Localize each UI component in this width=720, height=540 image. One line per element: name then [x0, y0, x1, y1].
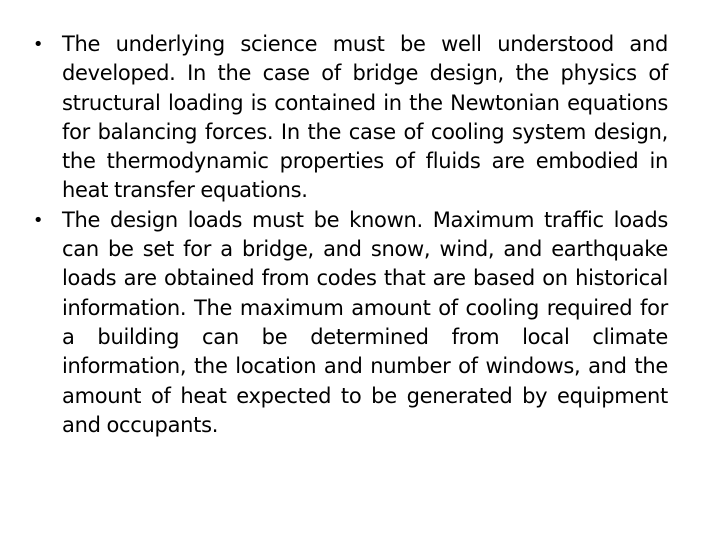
bullet-item-science — [28, 30, 668, 206]
bullet-dot-icon: • — [32, 209, 44, 231]
bullet-text-design-loads: The design loads must be known. Maximum traffic loads can be set for a bridge, and snow, wind, and earthquake loads are obtained from codes that are based on historical information. The maximum amount of cooling required for a building can be determined from local climate information, the location and number of windows, and the amount of heat expected to be generated by equipment and occupants. — [62, 207, 668, 437]
bullet-dot-icon: • — [32, 34, 44, 55]
bullet-text-science: The underlying science must be well understood and developed. In the case of bridge design, the physics of structural loading is contained in the Newtonian equations for balancing forces. In the case of cooling system design, the thermodynamic properties of fluids are embodied in heat transfer equations. — [62, 32, 668, 203]
bullet-list — [28, 30, 668, 440]
bullet-item-design-loads — [28, 206, 668, 440]
slide-content — [28, 30, 668, 440]
